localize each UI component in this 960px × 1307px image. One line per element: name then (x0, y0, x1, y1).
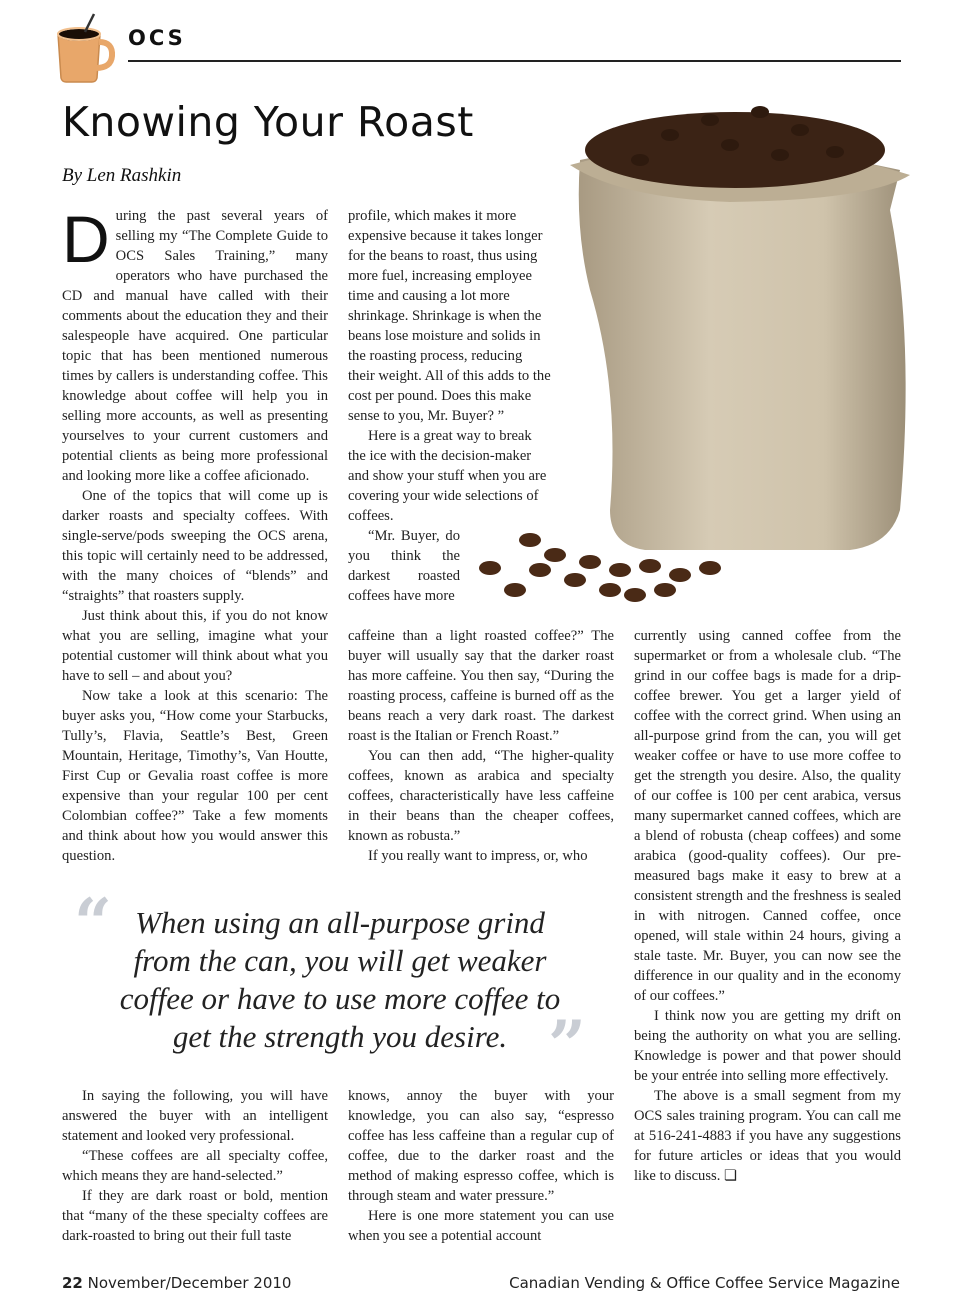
bottom-column-1 (62, 1086, 328, 1246)
paragraph: caffeine than a light roasted coffee?” The buyer will usually say that the darker roast has more caffeine. You then say, “During the roasting process, caffeine is burned off as the beans reach a very dark roast. The darkest roast is the Italian or French Roast.” (348, 628, 614, 744)
article-column-1 (62, 202, 328, 866)
article-column-2-wrap (348, 526, 460, 606)
article-column-2-bottom (348, 626, 614, 866)
pull-quote-line: When using an all-purpose grind (135, 905, 545, 940)
paragraph: The above is a small segment from my OCS sales training program. You can call me at 516-241-4883 if you have any suggestions for future articles or ideas that you would like to discuss. ❏ (634, 1088, 901, 1184)
paragraph: I think now you are getting my drift on being the authority on what you are selling. Knowledge is power and that power should be your entrée into selling more effectively. (634, 1008, 901, 1084)
paragraph: Now take a look at this scenario: The buyer asks you, “How come your Starbucks, Tully’s, Flavia, Seattle’s Best, Green Mountain, Heritage, Timothy’s, Van Houtte, First Cup or Gevalia roast coffee is more expensive than your regular 100 per cent Colombian coffee?” Take a few moments and think about how you would answer this question. (62, 688, 328, 864)
paragraph: If you really want to impress, or, who (368, 848, 588, 864)
bottom-column-2 (348, 1086, 614, 1246)
close-quote-mark: ” (548, 1006, 586, 1084)
header-rule (128, 60, 901, 62)
pull-quote-line: from the can, you will get weaker (133, 943, 547, 978)
paragraph: “These coffees are all specialty coffee, which means they are hand-selected.” (62, 1148, 328, 1184)
paragraph: In saying the following, you will have answered the buyer with an intelligent statement and looked very professional. (62, 1088, 328, 1144)
paragraph: You can then add, “The higher-quality coffees, known as arabica and specialty coffees, characteristically have less caffeine in their beans than the cheaper coffees, known as robusta.” (348, 748, 614, 844)
page-number: 22 (62, 1274, 83, 1292)
paragraph: knows, annoy the buyer with your knowledge, you can also say, “espresso coffee has less caffeine than a regular cup of coffee, due to the darker roast and the method of making espresso coffee, which is through steam and water pressure.” (348, 1088, 614, 1204)
coffee-mug-icon (50, 12, 116, 84)
paragraph: “Mr. Buyer, do you think the darkest roasted coffees have more (348, 528, 460, 604)
open-quote-mark: “ (74, 884, 112, 962)
paragraph: profile, which makes it more expensive because it takes longer for the beans to roast, thus using more fuel, increasing employee time and causing a lot more shrinkage. Shrinkage is when the beans lose moisture and solids in the roasting process, reducing their weight. All of this adds to the cost per pound. Does this make sense to you, Mr. Buyer? ” (348, 208, 551, 424)
paragraph: If they are dark roast or bold, mention that “many of the these specialty coffees are dark-roasted to bring out their full taste (62, 1188, 328, 1244)
paragraph: One of the topics that will come up is darker roasts and specialty coffees. With single-serve/pods sweeping the OCS arena, this topic will certainly need to be addressed, with the many choices of “blends” and “straights” that roasters supply. (62, 488, 328, 604)
drop-cap: D (62, 202, 110, 276)
magazine-name: Canadian Vending & Office Coffee Service Magazine (509, 1274, 900, 1292)
pull-quote-line: coffee or have to use more coffee to (119, 981, 561, 1016)
pull-quote (110, 904, 570, 1056)
issue-date: November/December 2010 (87, 1274, 292, 1292)
paragraph: Just think about this, if you do not know what you are selling, imagine what your potential customer will think about what you have to sell – and about you? (62, 608, 328, 684)
article-column-2-top (348, 206, 552, 526)
paragraph: currently using canned coffee from the supermarket or from a wholesale club. “The grind in our coffee bags is made for a drip-coffee brewer. You get a larger yield of coffee with the correct grind. When using an all-purpose grind from the can, you will get weaker coffee or have to use more coffee to get the strength you desire. Also, the quality of our coffee is 100 per cent arabica, versus many supermarket canned coffees, which are a blend of robusta (cheap coffees) and some arabica (good-quality coffees). Our pre-measured bags make it easy to brew at a consistent strength and the freshness is sealed in with nitrogen. Canned coffee, once opened, will stale within 24 hours, giving a stale taste. Mr. Buyer, you can now see the difference in our quality and in the economy of our coffees.” (634, 628, 901, 1004)
paragraph: Here is a great way to break the ice with the decision-maker and show your stuff when you are covering your wide selections of coffees. (348, 428, 547, 524)
section-label: OCS (128, 26, 186, 50)
article-title: Knowing Your Roast (62, 98, 474, 146)
pull-quote-line: get the strength you desire. (172, 1019, 508, 1054)
article-byline: By Len Rashkin (62, 165, 182, 186)
footer-left (62, 1274, 291, 1292)
paragraph: During the past several years of selling my “The Complete Guide to OCS Sales Training,” many operators who have purchased the CD and manual have called with their comments about the education they and their salespeople have acquired. One particular topic that has been mentioned numerous times by callers is understanding coffee. This knowledge about coffee will help you in selling more accounts, as well as presenting yourselves to your current customers and potential clients as being more professional and looking more like a coffee aficionado. (62, 202, 328, 484)
paragraph: Here is one more statement you can use when you see a potential account (348, 1208, 614, 1244)
article-column-3 (634, 626, 901, 1186)
